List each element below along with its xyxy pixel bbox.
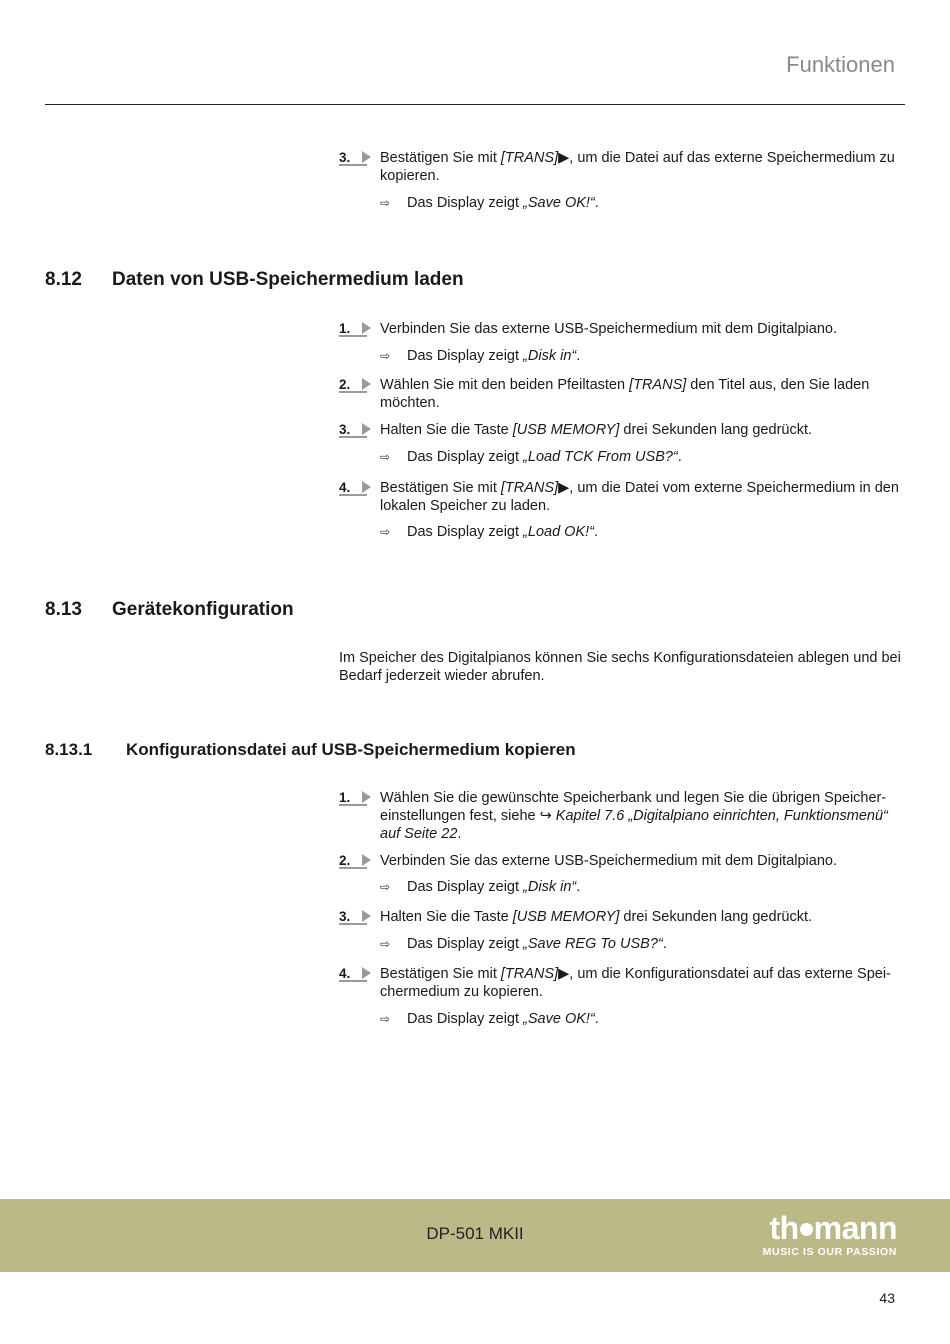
step-arrow-icon	[362, 481, 371, 493]
result-arrow-icon: ⇨	[380, 450, 391, 464]
step-result: ⇨ Das Display zeigt „Disk in“.	[380, 879, 581, 895]
section-heading-8-13: 8.13 Gerätekonfiguration	[45, 599, 294, 620]
result-arrow-icon: ⇨	[380, 937, 391, 951]
step-number: 2.	[339, 852, 375, 870]
step-text: Wählen Sie mit den beiden Pfeiltasten [TRANS] den Titel aus, den Sie laden möchten.	[380, 377, 870, 411]
result-arrow-icon: ⇨	[380, 196, 391, 210]
logo-dot-icon	[800, 1223, 813, 1236]
header-rule	[45, 104, 905, 105]
step-text: Bestätigen Sie mit [TRANS]▶, um die Datei auf das externe Speichermedium zu kopieren.	[380, 150, 895, 184]
key-label: [TRANS]	[500, 480, 559, 496]
display-message: „Disk in“	[523, 348, 577, 364]
step-result: ⇨ Das Display zeigt „Load OK!“.	[380, 524, 598, 540]
thomann-logo: th mann MUSIC IS OUR PASSION	[762, 1210, 897, 1258]
step-item	[339, 479, 909, 515]
result-arrow-icon: ⇨	[380, 525, 391, 539]
step-arrow-icon	[362, 910, 371, 922]
step-item	[339, 149, 909, 185]
step-number: 3.	[339, 421, 375, 439]
page-header-title: Funktionen	[786, 52, 895, 77]
link-arrow-icon: ↪	[539, 808, 552, 824]
step-item	[339, 852, 909, 870]
step-text: Halten Sie die Taste [USB MEMORY] drei Sekunden lang gedrückt.	[380, 909, 813, 925]
step-item	[339, 320, 909, 338]
step-result: ⇨ Das Display zeigt „Save OK!“.	[380, 195, 599, 211]
key-label: [TRANS]	[500, 966, 559, 982]
step-item	[339, 376, 909, 412]
footer-model-name: DP-501 MKII	[426, 1224, 524, 1243]
step-item	[339, 965, 909, 1001]
step-number: 2.	[339, 376, 375, 394]
display-message: „Save OK!“	[523, 1011, 595, 1027]
display-message: „Load TCK From USB?“	[523, 449, 678, 465]
step-arrow-icon	[362, 854, 371, 866]
step-number: 1.	[339, 320, 375, 338]
step-result: ⇨ Das Display zeigt „Load TCK From USB?“.	[380, 449, 682, 465]
step-text: Verbinden Sie das externe USB-Speichermedium mit dem Digitalpiano.	[380, 321, 837, 337]
display-message: „Save OK!“	[523, 195, 595, 211]
result-arrow-icon: ⇨	[380, 349, 391, 363]
step-item	[339, 789, 909, 843]
step-number: 3.	[339, 149, 375, 167]
key-label: [TRANS]	[500, 150, 559, 166]
step-arrow-icon	[362, 967, 371, 979]
step-result: ⇨ Das Display zeigt „Disk in“.	[380, 348, 581, 364]
result-arrow-icon: ⇨	[380, 1012, 391, 1026]
display-message: „Disk in“	[523, 879, 577, 895]
key-label: [TRANS]	[629, 377, 687, 393]
step-arrow-icon	[362, 378, 371, 390]
step-result: ⇨ Das Display zeigt „Save REG To USB?“.	[380, 936, 667, 952]
logo-tagline: MUSIC IS OUR PASSION	[762, 1246, 897, 1258]
display-message: „Load OK!“	[523, 524, 594, 540]
step-text: Wählen Sie die gewünschte Speicherbank und legen Sie die übrigen Speichereinstellungen fest, siehe ↪ Kapitel 7.6 „Digitalpiano einrichten, Funktionsmenü“ auf Seite 22.	[380, 790, 888, 842]
step-arrow-icon	[362, 791, 371, 803]
step-number: 1.	[339, 789, 375, 807]
key-label: [USB MEMORY]	[512, 909, 620, 925]
step-text: Halten Sie die Taste [USB MEMORY] drei Sekunden lang gedrückt.	[380, 422, 813, 438]
step-arrow-icon	[362, 423, 371, 435]
step-text: Bestätigen Sie mit [TRANS]▶, um die Konfigurationsdatei auf das externe Speichermedium zu kopieren.	[380, 966, 891, 1000]
step-arrow-icon	[362, 322, 371, 334]
section-heading-8-12: 8.12 Daten von USB-Speichermedium laden	[45, 269, 464, 290]
step-result: ⇨ Das Display zeigt „Save OK!“.	[380, 1011, 599, 1027]
page-number: 43	[879, 1290, 895, 1306]
key-label: [USB MEMORY]	[512, 422, 620, 438]
section-heading-8-13-1: 8.13.1 Konfigurationsdatei auf USB-Speichermedium kopieren	[45, 740, 576, 759]
step-number: 4.	[339, 965, 375, 983]
step-number: 4.	[339, 479, 375, 497]
result-arrow-icon: ⇨	[380, 880, 391, 894]
display-message: „Save REG To USB?“	[523, 936, 663, 952]
step-arrow-icon	[362, 151, 371, 163]
step-text: Bestätigen Sie mit [TRANS]▶, um die Datei vom externe Speichermedium in den lokalen Speicher zu laden.	[380, 480, 899, 514]
chapter-reference-link[interactable]: Kapitel 7.6 „Digitalpiano einrichten, Funktionsmenü“ auf Seite 22	[380, 808, 888, 842]
step-item	[339, 421, 909, 439]
step-item	[339, 908, 909, 926]
step-number: 3.	[339, 908, 375, 926]
step-text: Verbinden Sie das externe USB-Speichermedium mit dem Digitalpiano.	[380, 853, 837, 869]
section-paragraph: Im Speicher des Digitalpianos können Sie sechs Konfigurationsdateien ablegen und bei Bedarf jederzeit wieder abrufen.	[339, 650, 901, 684]
